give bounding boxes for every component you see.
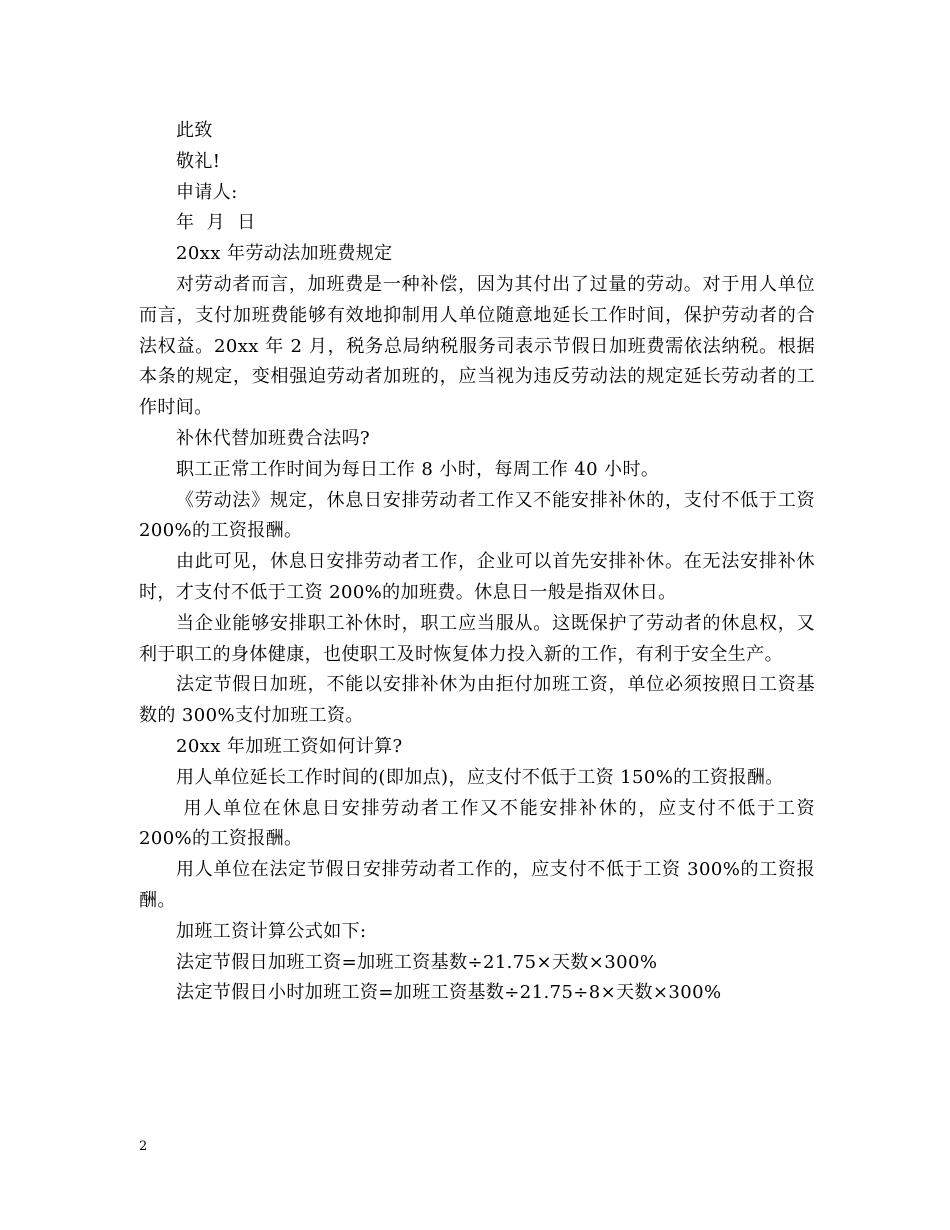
closing-salutation: 此致 xyxy=(176,120,213,141)
paragraph-labor-law-rest-day: 《劳动法》规定，休息日安排劳动者工作又不能安排补休的，支付不低于工资 200%的工资报酬。 xyxy=(139,489,815,542)
section-heading-overtime-calculation: 20xx 年加班工资如何计算? xyxy=(176,735,403,757)
date-line: 年 月 日 xyxy=(176,212,256,234)
section-heading-compensatory-leave: 补休代替加班费合法吗? xyxy=(176,427,371,449)
section-heading-overtime-rules: 20xx 年劳动法加班费规定 xyxy=(176,243,393,265)
paragraph-rest-day-compensation: 由此可见，休息日安排劳动者工作，企业可以首先安排补休。在无法安排补休时，才支付不低于工资 200%的加班费。休息日一般是指双休日。 xyxy=(139,551,815,603)
paragraph-holiday-overtime: 法定节假日加班，不能以安排补休为由拒付加班工资，单位必须按照日工资基数的 300%支付加班工资。 xyxy=(139,674,815,727)
closing-regards: 敬礼! xyxy=(176,150,221,172)
paragraph-normal-hours: 职工正常工作时间为每日工作 8 小时，每周工作 40 小时。 xyxy=(176,458,660,480)
document-body xyxy=(139,116,822,1009)
paragraph-extended-hours-rate: 用人单位延长工作时间的(即加点)，应支付不低于工资 150%的工资报酬。 xyxy=(176,766,784,788)
page-number: 2 xyxy=(139,1139,148,1154)
paragraph-rest-day-rate: 用人单位在休息日安排劳动者工作又不能安排补休的，应支付不低于工资 200%的工资报酬。 xyxy=(139,797,822,850)
paragraph-overtime-intro: 对劳动者而言，加班费是一种补偿，因为其付出了过量的劳动。对于用人单位而言，支付加班费能够有效地抑制用人单位随意地延长工作时间，保护劳动者的合法权益。20xx 年 2 月，税务总局纳税服务司表示节假日加班费需依法纳税。根据本条的规定，变相强迫劳动者加班的，应当视为违反劳动法的规定延长劳动者的工作时间。 xyxy=(139,273,815,419)
formula-holiday-hourly-pay: 法定节假日小时加班工资=加班工资基数÷21.75÷8×天数×300% xyxy=(176,982,722,1004)
paragraph-formula-intro: 加班工资计算公式如下: xyxy=(176,920,367,942)
paragraph-holiday-rate: 用人单位在法定节假日安排劳动者工作的，应支付不低于工资 300%的工资报酬。 xyxy=(139,859,815,911)
paragraph-employee-obligation: 当企业能够安排职工补休时，职工应当服从。这既保护了劳动者的休息权，又利于职工的身体健康，也使职工及时恢复体力投入新的工作，有利于安全生产。 xyxy=(139,612,815,665)
applicant-signature-line: 申请人: xyxy=(176,181,238,203)
formula-holiday-daily-pay: 法定节假日加班工资=加班工资基数÷21.75×天数×300% xyxy=(176,951,658,973)
